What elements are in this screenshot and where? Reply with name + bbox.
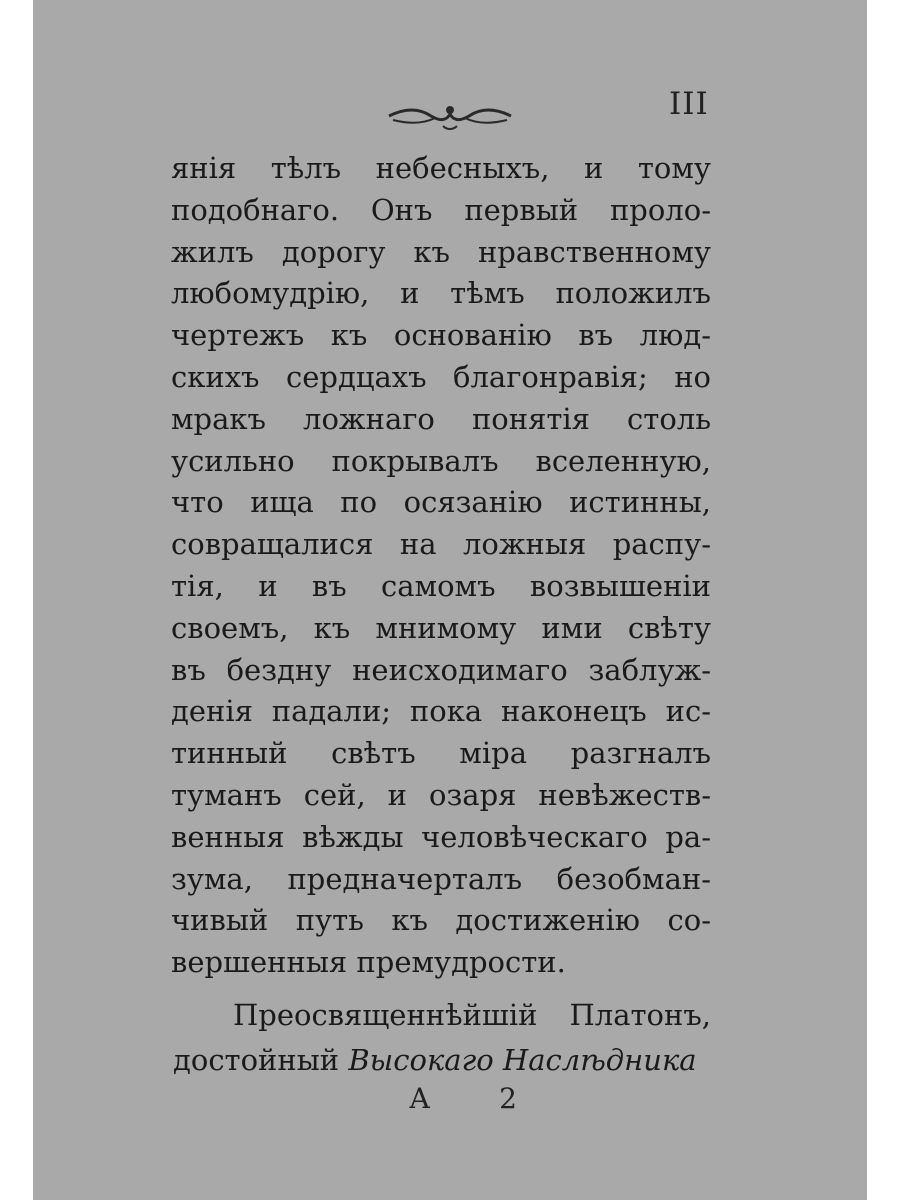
text-line: скихъ сердцахъ благонравія; но [171, 359, 711, 394]
scanned-page-background [33, 0, 867, 1200]
book-page [33, 0, 867, 1200]
text-line: усильно покрывалъ вселенную, [171, 443, 711, 478]
text-line: своемъ, къ мнимому ими свѣту [171, 610, 711, 645]
text-line: чертежъ къ основанію въ люд- [171, 318, 711, 353]
ornament-headpiece [385, 98, 515, 134]
text-line: янія тѣлъ небесныхъ, и тому [171, 151, 711, 185]
text-line: венныя вѣжды человѣческаго ра- [171, 819, 711, 854]
page-number: III [669, 86, 709, 122]
text-line: совращалися на ложныя распу- [171, 527, 711, 562]
text-line: денія падали; пока наконецъ ис- [171, 694, 711, 729]
text-line: жилъ дорогу къ нравственному [171, 234, 711, 269]
signature-line [173, 1038, 711, 1082]
text-line: въ бездну неисходимаго заблуж- [171, 652, 711, 687]
signature-italic: Высокаго Наслѣдника [348, 1043, 697, 1077]
text-line: вершенныя премудрости. [171, 945, 566, 980]
text-line: туманъ сей, и озаря невѣжеств- [171, 777, 711, 812]
text-line: зума, предначерталъ безобман- [171, 861, 711, 896]
signature-line: Преосвященнѣйшій Платонъ, [233, 998, 711, 1032]
printer-signature-mark: А 2 [409, 1082, 547, 1115]
text-line: мракъ ложнаго понятія столь [171, 401, 711, 436]
text-line: что ища по осязанію истинны, [171, 485, 711, 520]
text-line: тія, и въ самомъ возвышеніи [171, 568, 711, 603]
text-line: любомудрію, и тѣмъ положилъ [171, 276, 711, 311]
signature-prefix: достойный [173, 1043, 340, 1077]
body-text [171, 148, 711, 984]
text-line: подобнаго. Онъ первый проло- [171, 192, 711, 227]
text-line: чивый путь къ достиженію со- [171, 903, 711, 938]
text-line: тинный свѣтъ міра разгналъ [171, 736, 711, 771]
